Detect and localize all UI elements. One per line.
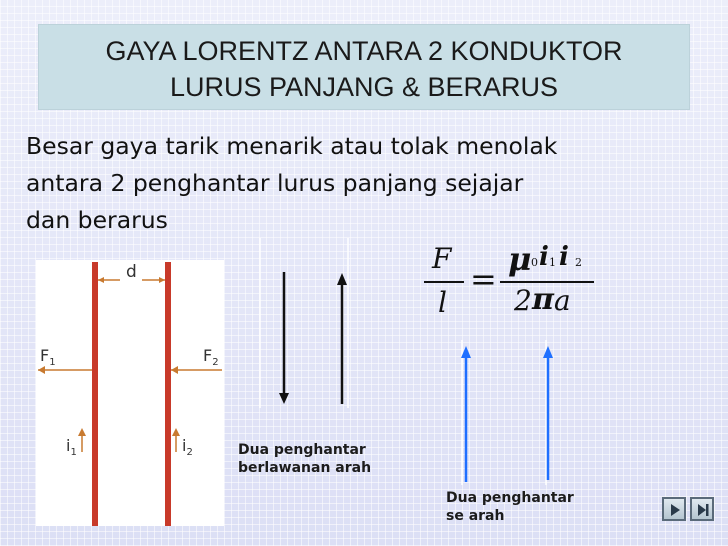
- label-d: d: [126, 262, 137, 282]
- lorentz-formula: [418, 240, 598, 320]
- body-line-3: dan berarus: [26, 206, 168, 234]
- label-f1-sub: 1: [49, 357, 56, 369]
- formula-den-a: a: [554, 284, 571, 317]
- arrow-down-black: [279, 272, 289, 404]
- body-line-1: Besar gaya tarik menarik atau tolak menolak: [26, 132, 558, 160]
- caption-same-line-1: Dua penghantar: [446, 490, 574, 506]
- label-f2-letter: F: [203, 346, 213, 365]
- label-i2-letter: i: [182, 436, 187, 455]
- caption-same-direction: [446, 489, 574, 525]
- formula-i1: i: [539, 242, 549, 272]
- caption-opposite-line-1: Dua penghantar: [238, 442, 366, 458]
- label-f1-letter: F: [40, 346, 50, 365]
- play-triangle-icon: [667, 502, 683, 518]
- formula-lhs-den: l: [438, 286, 447, 319]
- formula-mu-sub: 0: [531, 256, 538, 269]
- body-line-2: antara 2 penghantar lurus panjang sejajar: [26, 169, 524, 197]
- formula-i2: i: [559, 242, 569, 272]
- label-i1-sub: 1: [70, 447, 77, 459]
- caption-opposite-line-2: berlawanan arah: [238, 460, 372, 476]
- caption-same-line-2: se arah: [446, 508, 505, 524]
- title-line-2: LURUS PANJANG & BERARUS: [169, 72, 559, 102]
- formula-mu: μ: [508, 240, 532, 278]
- label-i2-sub: 2: [186, 447, 193, 459]
- formula-equals: =: [470, 260, 497, 298]
- arrow-up-black: [337, 273, 347, 404]
- play-button[interactable]: [662, 497, 686, 521]
- arrow-up-blue-right: [543, 346, 553, 480]
- next-arrow-icon: [695, 502, 711, 518]
- formula-lhs-fraction-bar: [424, 281, 464, 283]
- formula-i2-sub: 2: [575, 256, 582, 269]
- formula-den-pi: π: [532, 282, 554, 317]
- caption-opposite-direction: [238, 441, 371, 477]
- formula-lhs-num: F: [432, 242, 452, 275]
- formula-den-2: 2: [514, 284, 532, 317]
- title-line-1: GAYA LORENTZ ANTARA 2 KONDUKTOR: [105, 36, 623, 66]
- label-f2-sub: 2: [212, 357, 219, 369]
- next-button[interactable]: [690, 497, 714, 521]
- formula-i1-sub: 1: [549, 256, 556, 269]
- label-i1-letter: i: [66, 436, 71, 455]
